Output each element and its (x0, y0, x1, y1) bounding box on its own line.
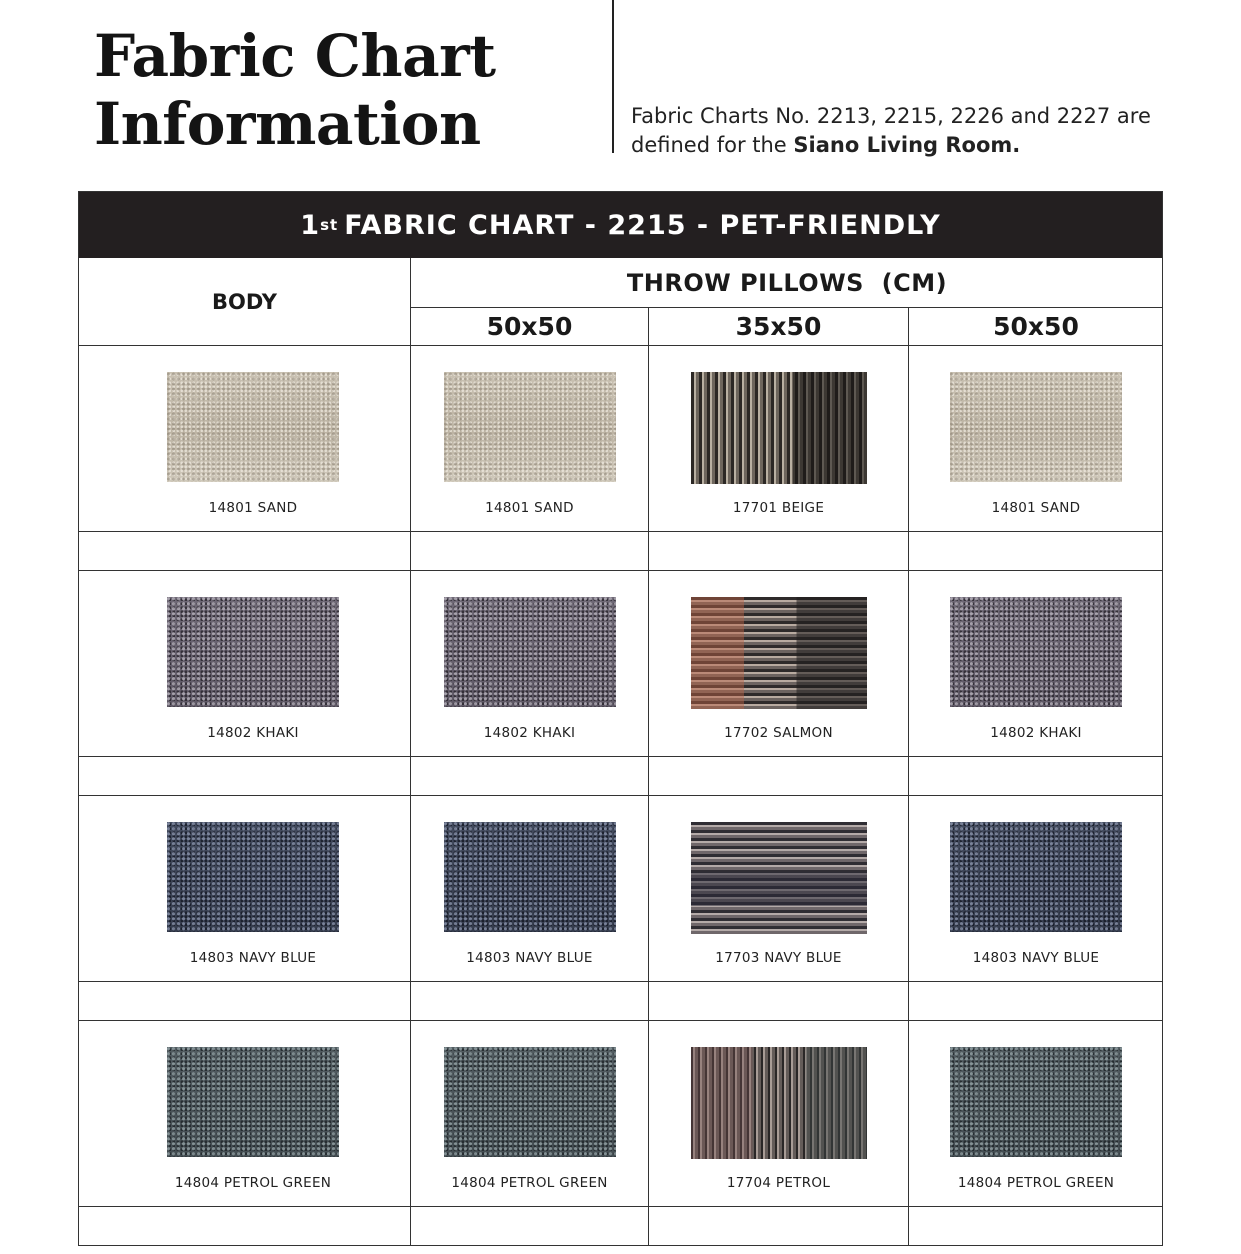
spacer-cell (649, 532, 909, 571)
fabric-label: 17701 BEIGE (732, 500, 825, 516)
petrol-texture (444, 1047, 616, 1157)
size-header-3 (909, 308, 1163, 346)
fabric-cell (649, 571, 909, 757)
fabric-label: 14801 SAND (991, 500, 1081, 516)
navy-texture (167, 822, 339, 932)
spacer-cell (649, 757, 909, 796)
fabric-cell (79, 796, 411, 982)
fabric-cell (909, 1021, 1163, 1207)
fabric-cell (79, 1021, 411, 1207)
fabric-cell (411, 1021, 649, 1207)
fabric-label: 14804 PETROL GREEN (957, 1175, 1115, 1191)
size-header-label: 50x50 (993, 312, 1079, 341)
size-header-1 (411, 308, 649, 346)
navy-stripe-texture (691, 822, 867, 934)
navy-texture (950, 822, 1122, 932)
beige-stripe-texture (691, 372, 867, 484)
sand-texture (444, 372, 616, 482)
banner-ordinal-suffix: st (320, 216, 339, 234)
size-header-2 (649, 308, 909, 346)
spacer-cell (411, 757, 649, 796)
intro-text-bold: Siano Living Room. (793, 133, 1021, 157)
title-line-1: Fabric Chart (94, 22, 496, 90)
spacer-cell (79, 757, 411, 796)
petrol-texture (950, 1047, 1122, 1157)
spacer-cell (411, 1207, 649, 1245)
fabric-label: 14802 KHAKI (990, 725, 1082, 741)
petrol-stripe-texture (691, 1047, 867, 1159)
fabric-label: 14804 PETROL GREEN (174, 1175, 332, 1191)
spacer-cell (909, 1207, 1163, 1245)
header-divider (612, 0, 614, 153)
fabric-label: 14803 NAVY BLUE (189, 950, 317, 966)
sand-texture (167, 372, 339, 482)
khaki-texture (444, 597, 616, 707)
khaki-texture (167, 597, 339, 707)
fabric-cell (909, 796, 1163, 982)
spacer-cell (909, 532, 1163, 571)
spacer-cell (649, 1207, 909, 1245)
column-header-throw-pillows (411, 258, 1163, 308)
fabric-cell (649, 1021, 909, 1207)
page-title (94, 22, 496, 158)
fabric-cell (411, 571, 649, 757)
fabric-label: 14803 NAVY BLUE (466, 950, 593, 966)
intro-text-regular: Fabric Charts No. 2213, 2215, 2226 and 2227 are defined for the (631, 104, 1151, 157)
fabric-cell (79, 346, 411, 532)
fabric-label: 14801 SAND (208, 500, 298, 516)
khaki-texture (950, 597, 1122, 707)
fabric-cell (909, 571, 1163, 757)
column-header-body (79, 258, 411, 346)
spacer-cell (79, 532, 411, 571)
fabric-cell (909, 346, 1163, 532)
fabric-label: 14803 NAVY BLUE (972, 950, 1100, 966)
throw-pillows-header-label: THROW PILLOWS (CM) (626, 268, 948, 297)
fabric-chart-table (78, 191, 1163, 1246)
chart-banner (79, 192, 1162, 258)
fabric-cell (411, 796, 649, 982)
petrol-texture (167, 1047, 339, 1157)
banner-title: FABRIC CHART - 2215 - PET-FRIENDLY (344, 209, 941, 241)
fabric-label: 14804 PETROL GREEN (451, 1175, 608, 1191)
intro-text (631, 102, 1201, 160)
sand-texture (950, 372, 1122, 482)
spacer-cell (909, 982, 1163, 1021)
spacer-cell (79, 982, 411, 1021)
fabric-label: 14802 KHAKI (483, 725, 576, 741)
fabric-label: 17703 NAVY BLUE (715, 950, 842, 966)
fabric-cell (411, 346, 649, 532)
fabric-cell (649, 346, 909, 532)
spacer-cell (411, 982, 649, 1021)
fabric-label: 14801 SAND (485, 500, 574, 516)
spacer-cell (411, 532, 649, 571)
size-header-label: 50x50 (486, 312, 573, 341)
fabric-label: 17704 PETROL (726, 1175, 831, 1191)
body-header-label: BODY (212, 289, 277, 314)
fabric-cell (649, 796, 909, 982)
salmon-stripe-texture (691, 597, 867, 709)
spacer-cell (79, 1207, 411, 1245)
fabric-cell (79, 571, 411, 757)
navy-texture (444, 822, 616, 932)
fabric-label: 14802 KHAKI (207, 725, 299, 741)
size-header-label: 35x50 (735, 312, 822, 341)
fabric-label: 17702 SALMON (724, 725, 833, 741)
spacer-cell (909, 757, 1163, 796)
spacer-cell (649, 982, 909, 1021)
banner-ordinal: 1 (300, 209, 321, 241)
title-line-2: Information (94, 90, 481, 158)
